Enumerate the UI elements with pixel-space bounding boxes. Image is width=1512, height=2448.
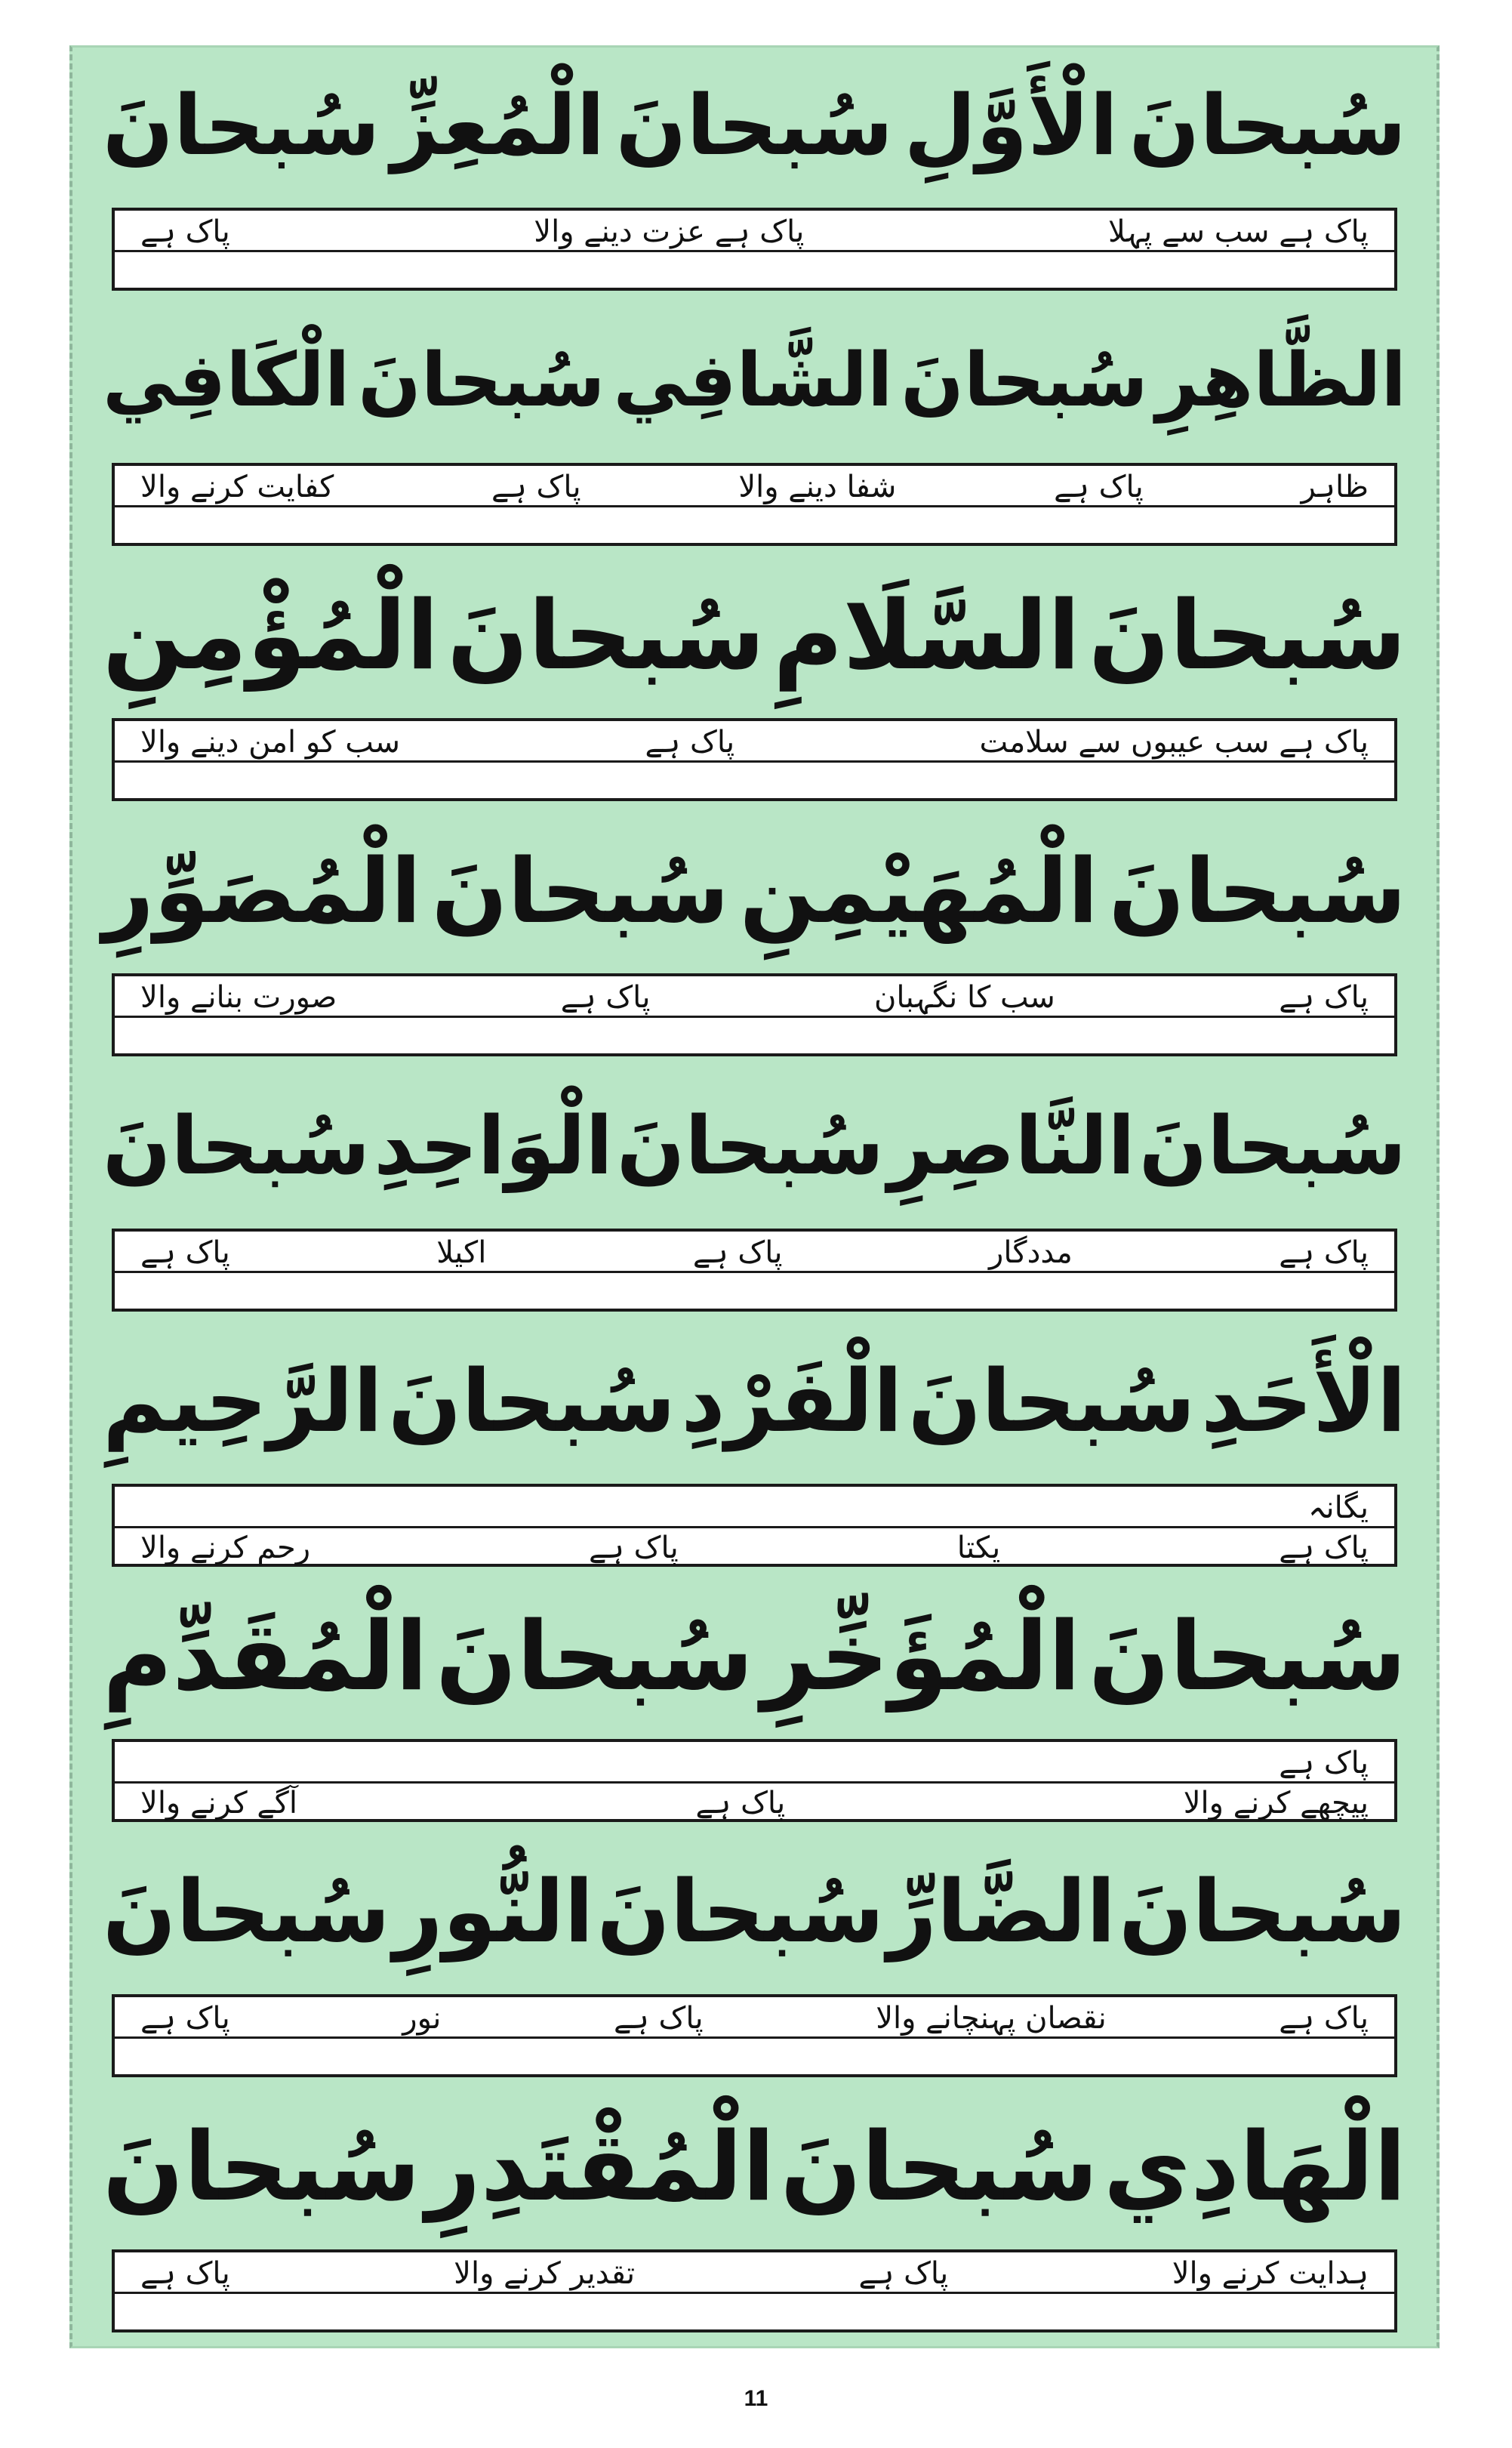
meaning-text: پیچھے کرنے والا <box>1183 1786 1369 1821</box>
divine-name: سُبحانَ <box>1088 1601 1406 1712</box>
meaning-text: پاک ہے <box>1279 1235 1369 1270</box>
divine-name: سُبحانَ <box>901 338 1148 424</box>
divine-name: الرَّحِيمِ <box>103 1351 383 1451</box>
names-line <box>103 1330 1406 1473</box>
name-row <box>72 558 1437 813</box>
meaning-text: پاک ہے <box>140 2000 230 2036</box>
meaning-text: پاک ہے <box>1279 1745 1369 1781</box>
divine-name: الْمُعِزِّ <box>390 77 605 174</box>
meaning-text: ہدایت کرنے والا <box>1172 2255 1369 2291</box>
divine-name: سُبحانَ <box>447 580 765 691</box>
divine-name: الْأَوَّلِ <box>904 77 1119 174</box>
divine-name: سُبحانَ <box>436 1601 754 1712</box>
name-row <box>72 1834 1437 2089</box>
meaning-line-bottom <box>115 250 1394 291</box>
meaning-text: پاک ہے <box>491 469 581 504</box>
divine-name: الْمُقَدِّمِ <box>103 1601 428 1712</box>
meaning-line-top <box>115 1232 1394 1273</box>
meaning-text: کفایت کرنے والا <box>140 469 334 504</box>
meaning-text: پاک ہے <box>645 724 735 760</box>
divine-name: سُبحانَ <box>431 839 730 943</box>
meaning-text: رحم کرنے والا <box>140 1531 311 1565</box>
meaning-line-top <box>115 1742 1394 1784</box>
divine-name: النُّورِ <box>393 1861 594 1962</box>
meaning-box <box>112 2249 1397 2332</box>
meaning-text: پاک ہے <box>140 1235 230 1270</box>
name-row <box>72 1324 1437 1579</box>
divine-name: الْمُقْتَدِرِ <box>426 2111 775 2222</box>
meaning-text: پاک ہے <box>1279 979 1369 1015</box>
names-line <box>103 1585 1406 1728</box>
divine-name: الْمُؤَخِّرِ <box>761 1601 1081 1712</box>
meaning-line-top <box>115 721 1394 763</box>
meaning-line-bottom <box>115 1016 1394 1057</box>
divine-name: سُبحانَ <box>616 1099 885 1192</box>
divine-name: سُبحانَ <box>1138 1099 1406 1192</box>
meaning-line-bottom <box>115 1781 1394 1823</box>
meaning-box <box>112 1484 1397 1567</box>
divine-name: الْمُهَيْمِنِ <box>739 839 1098 943</box>
divine-name: الْهَادِي <box>1103 2111 1406 2222</box>
meaning-line-bottom <box>115 1271 1394 1312</box>
meaning-text: پاک ہے <box>692 1235 783 1270</box>
meaning-text: پاک ہے عزت دینے والا <box>534 214 805 249</box>
meaning-text: صورت بنانے والا <box>140 979 337 1015</box>
divine-name: سُبحانَ <box>358 338 605 424</box>
meaning-text: پاک ہے <box>1054 469 1144 504</box>
meaning-line-bottom <box>115 505 1394 547</box>
meaning-text: سب کا نگہبان <box>874 979 1055 1015</box>
name-row <box>72 813 1437 1068</box>
divine-name: النَّاصِرِ <box>888 1099 1135 1192</box>
meaning-text: پاک ہے <box>140 214 230 249</box>
names-line <box>103 1074 1406 1218</box>
meaning-line-top <box>115 1487 1394 1528</box>
meaning-text: پاک ہے سب عیبوں سے سلامت <box>979 724 1369 760</box>
meaning-box <box>112 973 1397 1056</box>
meaning-text: سب کو امن دینے والا <box>140 724 401 760</box>
divine-name: سُبحانَ <box>103 1099 371 1192</box>
meaning-text: نور <box>402 2000 442 2036</box>
meaning-text: اکیلا <box>436 1235 487 1270</box>
meaning-line-top <box>115 466 1394 507</box>
divine-name: سُبحانَ <box>103 1861 390 1962</box>
meaning-line-top <box>115 976 1394 1018</box>
meaning-text: پاک ہے <box>140 2255 230 2291</box>
meaning-box <box>112 1994 1397 2077</box>
asma-ul-husna-panel <box>69 45 1440 2348</box>
meaning-line-bottom <box>115 760 1394 802</box>
meaning-text: مددگار <box>989 1235 1073 1270</box>
meaning-text: پاک ہے <box>858 2255 949 2291</box>
meaning-text: پاک ہے سب سے پہلا <box>1107 214 1369 249</box>
divine-name: سُبحانَ <box>103 77 380 174</box>
meaning-text: پاک ہے <box>1279 1531 1369 1565</box>
name-row <box>72 48 1437 303</box>
divine-name: الضَّارِّ <box>887 1861 1116 1962</box>
meaning-text: یکتا <box>956 1531 1001 1565</box>
names-line <box>103 309 1406 452</box>
divine-name: الْمُصَوِّرِ <box>103 839 422 943</box>
meaning-box <box>112 1229 1397 1312</box>
names-line <box>103 819 1406 963</box>
meaning-text: یگانہ <box>1308 1490 1369 1525</box>
meaning-line-top <box>115 211 1394 252</box>
divine-name: سُبحانَ <box>780 2111 1098 2222</box>
divine-name: سُبحانَ <box>1088 580 1406 691</box>
divine-name: سُبحانَ <box>615 77 894 174</box>
divine-name: الْأَحَدِ <box>1201 1351 1406 1451</box>
divine-name: سُبحانَ <box>1108 839 1406 943</box>
name-row <box>72 303 1437 558</box>
meaning-line-bottom <box>115 1526 1394 1568</box>
name-row <box>72 1068 1437 1324</box>
meaning-text: پاک ہے <box>613 2000 704 2036</box>
names-line <box>103 564 1406 708</box>
meaning-box <box>112 463 1397 546</box>
names-line <box>103 54 1406 197</box>
name-row <box>72 1579 1437 1834</box>
divine-name: الظَّاهِرِ <box>1156 338 1406 424</box>
meaning-text: نقصان پہنچانے والا <box>876 2000 1107 2036</box>
divine-name: سُبحانَ <box>596 1861 885 1962</box>
meaning-text: پاک ہے <box>1279 2000 1369 2036</box>
meaning-line-top <box>115 2252 1394 2294</box>
meaning-text: ظاہر <box>1301 469 1369 504</box>
meaning-line-bottom <box>115 2036 1394 2078</box>
meaning-box <box>112 208 1397 291</box>
divine-name: الْوَاحِدِ <box>374 1099 613 1192</box>
names-line <box>103 1840 1406 1984</box>
divine-name: الْكَافِي <box>103 338 350 424</box>
divine-name: السَّلَامِ <box>773 580 1081 691</box>
meaning-line-top <box>115 1997 1394 2039</box>
divine-name: سُبحانَ <box>1119 1861 1406 1962</box>
divine-name: سُبحانَ <box>388 1351 676 1451</box>
meaning-text: آگے کرنے والا <box>140 1786 297 1821</box>
meaning-text: پاک ہے <box>695 1786 786 1821</box>
divine-name: سُبحانَ <box>907 1351 1196 1451</box>
names-line <box>103 2095 1406 2239</box>
name-row <box>72 2089 1437 2345</box>
divine-name: سُبحانَ <box>103 2111 421 2222</box>
meaning-box <box>112 1739 1397 1822</box>
divine-name: الشَّافِي <box>613 338 893 424</box>
meaning-box <box>112 718 1397 801</box>
meaning-text: پاک ہے <box>589 1531 679 1565</box>
meaning-line-bottom <box>115 2292 1394 2333</box>
page-number: 11 <box>744 2386 768 2411</box>
divine-name: الْفَرْدِ <box>681 1351 903 1451</box>
divine-name: سُبحانَ <box>1129 77 1406 174</box>
divine-name: الْمُؤْمِنِ <box>103 580 439 691</box>
meaning-text: شفا دینے والا <box>738 469 897 504</box>
meaning-text: تقدیر کرنے والا <box>454 2255 636 2291</box>
meaning-text: پاک ہے <box>560 979 651 1015</box>
